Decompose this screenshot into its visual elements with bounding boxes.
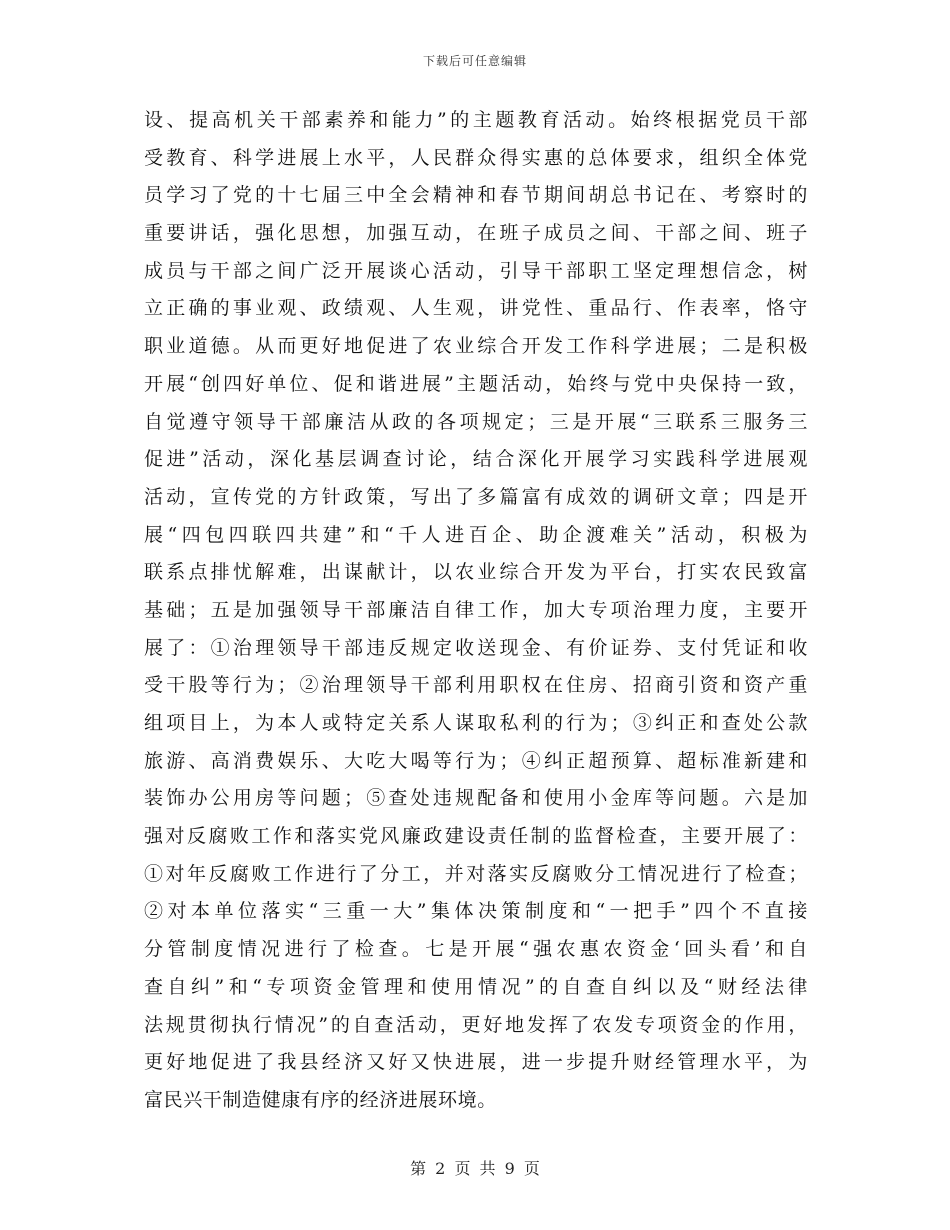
document-body: [144, 102, 808, 1120]
page-footer: 第 2 页 共 9 页: [410, 1159, 540, 1178]
body-line: 重要讲话，强化思想，加强互动，在班子成员之间、干部之间、班子: [144, 222, 808, 245]
body-line: 员学习了党的十七届三中全会精神和春节期间胡总书记在、考察时的: [144, 184, 808, 207]
body-line: 分管制度情况进行了检查。七是开展“强农惠农资金‘回头看’和自: [144, 938, 808, 961]
body-line: 设、提高机关干部素养和能力”的主题教育活动。始终根据党员干部: [144, 109, 808, 131]
body-line: ②对本单位落实“三重一大”集体决策制度和“一把手”四个不直接: [144, 900, 808, 923]
body-line: 查自纠”和“专项资金管理和使用情况”的自查自纠以及“财经法律: [144, 975, 808, 998]
body-line: 活动，宣传党的方针政策，写出了多篇富有成效的调研文章；四是开: [144, 485, 808, 508]
body-line: 开展“创四好单位、促和谐进展”主题活动，始终与党中央保持一致，: [144, 372, 808, 395]
body-line: 基础；五是加强领导干部廉洁自律工作，加大专项治理力度，主要开: [144, 598, 808, 621]
body-line: 自觉遵守领导干部廉洁从政的各项规定；三是开展“三联系三服务三: [144, 410, 808, 433]
body-line: 旅游、高消费娱乐、大吃大喝等行为；④纠正超预算、超标准新建和: [144, 749, 808, 772]
body-line: 促进”活动，深化基层调查讨论，结合深化开展学习实践科学进展观: [144, 448, 808, 471]
body-line: 展“四包四联四共建”和“千人进百企、助企渡难关”活动，积极为: [144, 523, 808, 546]
body-line: 联系点排忧解难，出谋献计，以农业综合开发为平台，打实农民致富: [144, 561, 808, 584]
page-header: 下载后可任意编辑: [422, 54, 527, 68]
body-line: 受干股等行为；②治理领导干部利用职权在住房、招商引资和资产重: [144, 674, 808, 697]
body-line: 更好地促进了我县经济又好又快进展，进一步提升财经管理水平，为: [144, 1051, 808, 1074]
body-line: 法规贯彻执行情况”的自查活动，更好地发挥了农发专项资金的作用，: [144, 1013, 808, 1036]
body-line: 立正确的事业观、政绩观、人生观，讲党性、重品行、作表率，恪守: [144, 297, 808, 320]
body-line: 受教育、科学进展上水平，人民群众得实惠的总体要求，组织全体党: [144, 146, 808, 169]
body-line: 职业道德。从而更好地促进了农业综合开发工作科学进展；二是积极: [144, 335, 808, 358]
body-line-last: 富民兴干制造健康有序的经济进展环境。: [144, 1088, 497, 1111]
body-line: 成员与干部之间广泛开展谈心活动，引导干部职工坚定理想信念，树: [144, 259, 808, 282]
body-line: 组项目上，为本人或特定关系人谋取私利的行为；③纠正和查处公款: [144, 712, 808, 734]
body-line: ①对年反腐败工作进行了分工，并对落实反腐败分工情况进行了检查；: [144, 862, 808, 885]
body-line: 展了：①治理领导干部违反规定收送现金、有价证券、支付凭证和收: [144, 636, 808, 659]
body-line: 强对反腐败工作和落实党风廉政建设责任制的监督检查，主要开展了：: [144, 825, 808, 848]
body-line: 装饰办公用房等问题；⑤查处违规配备和使用小金库等问题。六是加: [144, 787, 808, 810]
